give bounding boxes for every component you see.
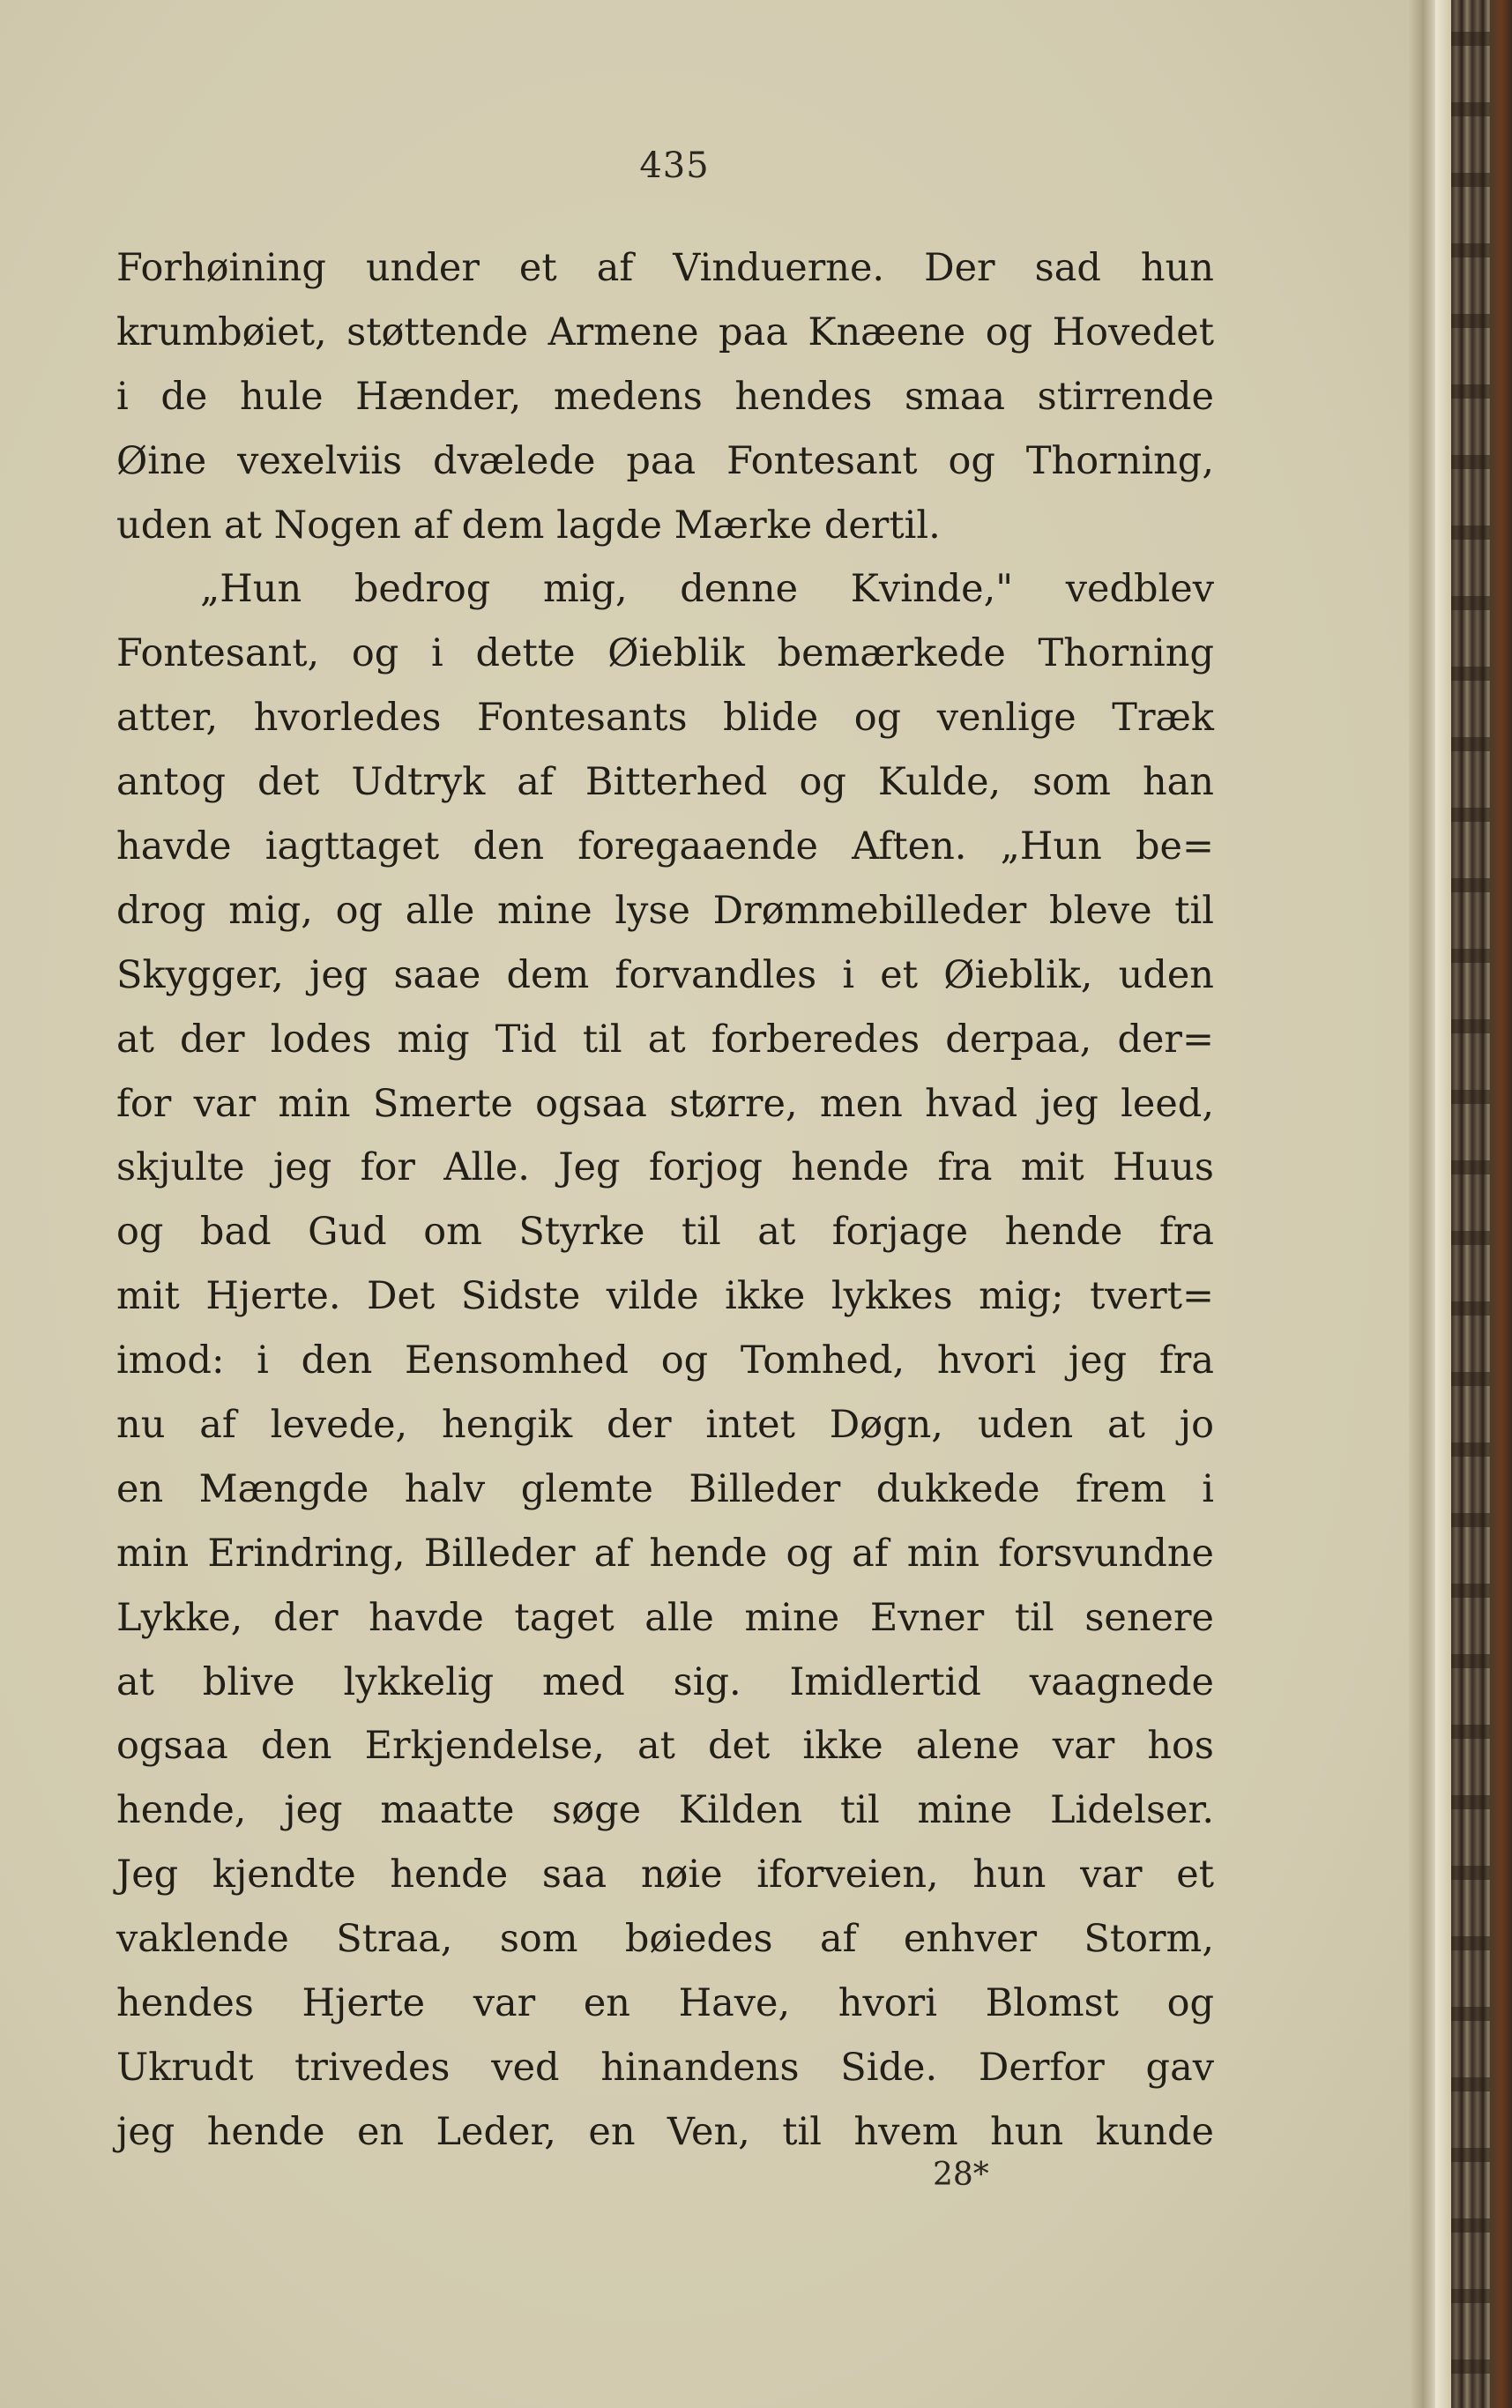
text-line: i de hule Hænder, medens hendes smaa stirrende — [116, 374, 1214, 419]
text-line: hendes Hjerte var en Have, hvori Blomst og — [116, 1981, 1214, 2026]
book-cover-edge — [1490, 0, 1512, 2408]
text-line: Fontesant, og i dette Øieblik bemærkede Thorning — [116, 631, 1214, 676]
page-edge — [1435, 0, 1451, 2408]
text-line: antog det Udtryk af Bitterhed og Kulde, som han — [116, 760, 1214, 805]
text-line: uden at Nogen af dem lagde Mærke dertil. — [116, 503, 941, 548]
text-line: mit Hjerte. Det Sidste vilde ikke lykkes mig; tvert= — [116, 1274, 1214, 1319]
page-gutter-shadow — [1409, 0, 1435, 2408]
text-line: at blive lykkelig med sig. Imidlertid vaagnede — [116, 1659, 1214, 1704]
text-line: ogsaa den Erkjendelse, at det ikke alene var hos — [116, 1724, 1214, 1769]
text-line: for var min Smerte ogsaa større, men hvad jeg leed, — [116, 1081, 1214, 1126]
body-text — [116, 236, 1214, 2165]
text-line: en Mængde halv glemte Billeder dukkede frem i — [116, 1466, 1214, 1511]
text-line: hende, jeg maatte søge Kilden til mine Lidelser. — [116, 1788, 1214, 1833]
text-line: Jeg kjendte hende saa nøie iforveien, hun var et — [116, 1853, 1214, 1897]
signature-mark: 28* — [933, 2157, 989, 2193]
text-line: Ukrudt trivedes ved hinandens Side. Derfor gav — [116, 2045, 1214, 2090]
text-line: Lykke, der havde taget alle mine Evner til senere — [116, 1595, 1214, 1640]
text-line: nu af levede, hengik der intet Døgn, uden at jo — [116, 1403, 1214, 1448]
text-line: Forhøining under et af Vinduerne. Der sad hun — [116, 246, 1214, 290]
text-line: at der lodes mig Tid til at forberedes derpaa, der= — [116, 1017, 1214, 1062]
text-line: „Hun bedrog mig, denne Kvinde," vedblev — [200, 567, 1214, 612]
text-line: Skygger, jeg saae dem forvandles i et Øieblik, uden — [116, 952, 1214, 997]
text-line: min Erindring, Billeder af hende og af min forsvundne — [116, 1531, 1214, 1576]
text-line: atter, hvorledes Fontesants blide og venlige Træk — [116, 696, 1214, 741]
page-number: 435 — [639, 145, 710, 186]
text-line: drog mig, og alle mine lyse Drømmebilleder bleve til — [116, 888, 1214, 933]
text-line: skjulte jeg for Alle. Jeg forjog hende fra mit Huus — [116, 1145, 1214, 1190]
text-line: havde iagttaget den foregaaende Aften. „Hun be= — [116, 824, 1214, 869]
text-line: krumbøiet, støttende Armene paa Knæene og Hovedet — [116, 309, 1214, 354]
text-line: imod: i den Eensomhed og Tomhed, hvori jeg fra — [116, 1338, 1214, 1383]
text-line: vaklende Straa, som bøiedes af enhver Storm, — [116, 1917, 1214, 1962]
text-line: Øine vexelviis dvælede paa Fontesant og Thorning, — [116, 438, 1214, 483]
text-line: og bad Gud om Styrke til at forjage hende fra — [116, 1210, 1214, 1255]
text-line: jeg hende en Leder, en Ven, til hvem hun kunde — [116, 2109, 1214, 2154]
